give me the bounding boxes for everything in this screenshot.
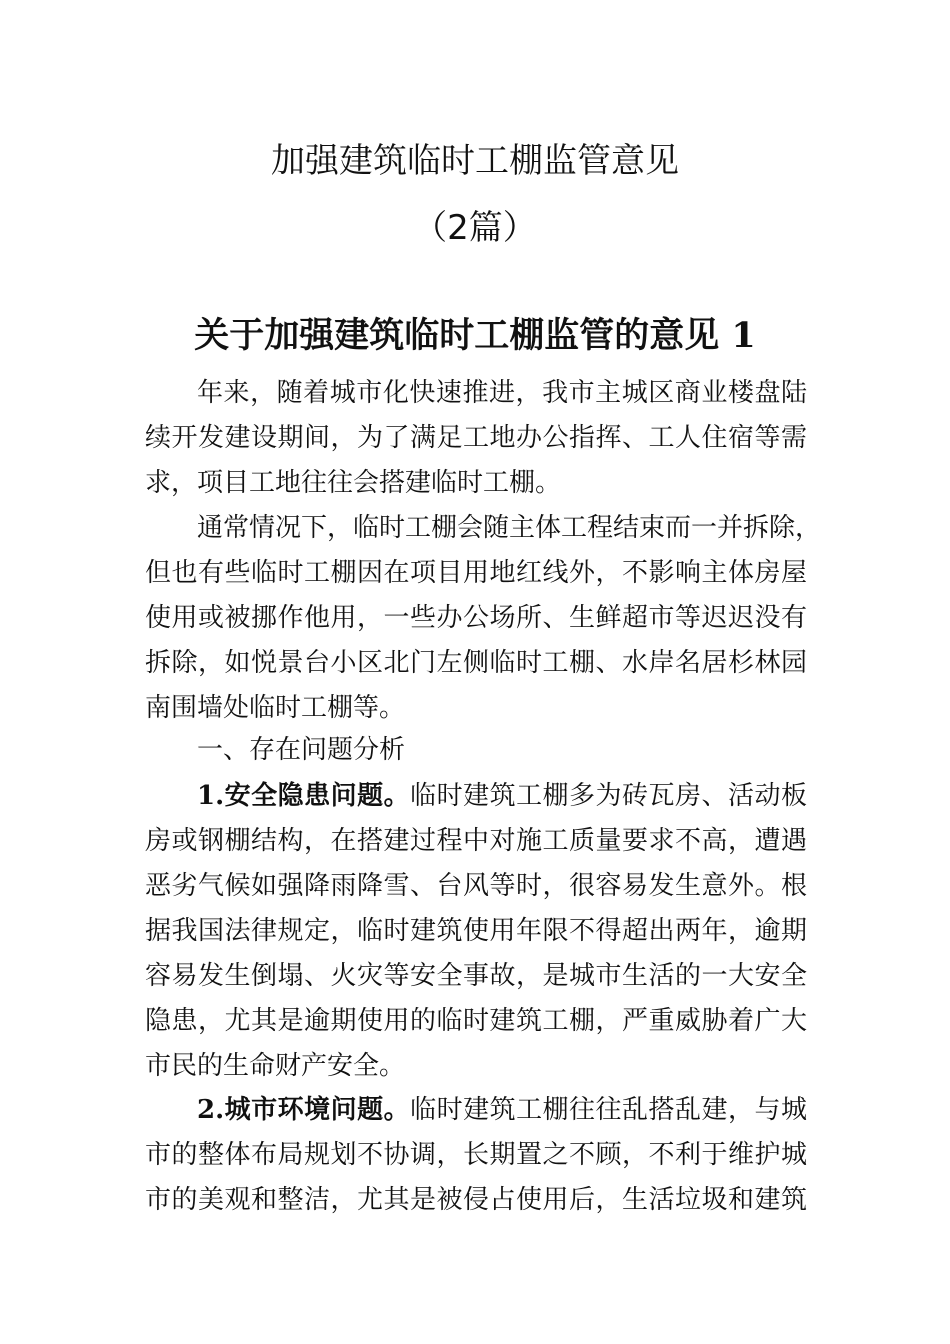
- text-line: 恶劣气候如强降雨降雪、台风等时，很容易发生意外。根: [145, 871, 807, 901]
- item-lead: 1.安全隐患问题。: [197, 781, 411, 811]
- text-line: [145, 1088, 807, 1133]
- text-line: 隐患，尤其是逾期使用的临时建筑工棚，严重威胁着广大: [145, 1006, 807, 1036]
- document-subtitle: （2篇）: [413, 208, 537, 248]
- text-line: 拆除，如悦景台小区北门左侧临时工棚、水岸名居杉林园: [145, 648, 807, 678]
- section-heading-block: [145, 728, 807, 773]
- text-line: 市的美观和整洁，尤其是被侵占使用后，生活垃圾和建筑: [145, 1185, 807, 1215]
- text-line: 市的整体布局规划不协调，长期置之不顾，不利于维护城: [145, 1140, 807, 1170]
- text-line: 续开发建设期间，为了满足工地办公指挥、工人住宿等需: [145, 423, 807, 453]
- text-line: 据我国法律规定，临时建筑使用年限不得超出两年，逾期: [145, 916, 807, 946]
- section-heading: 一、存在问题分析: [197, 735, 406, 765]
- document-title: 加强建筑临时工棚监管意见: [271, 141, 679, 181]
- text-line: 但也有些临时工棚因在项目用地红线外，不影响主体房屋: [145, 558, 807, 588]
- text-line: 南围墙处临时工棚等。: [145, 693, 406, 723]
- text-line: [145, 774, 807, 819]
- text-line: 年来，随着城市化快速推进，我市主城区商业楼盘陆: [197, 378, 807, 408]
- text-line: 市民的生命财产安全。: [145, 1051, 406, 1081]
- item-safety: [145, 774, 807, 1089]
- item-lead: 2.城市环境问题。: [197, 1095, 411, 1125]
- text-line: 容易发生倒塌、火灾等安全事故，是城市生活的一大安全: [145, 961, 807, 991]
- text-line: 使用或被挪作他用，一些办公场所、生鲜超市等迟迟没有: [145, 603, 807, 633]
- paragraph-situation: [145, 506, 822, 731]
- text-line: 通常情况下，临时工棚会随主体工程结束而一并拆除，: [197, 513, 822, 543]
- text-line: 求，项目工地往往会搭建临时工棚。: [145, 468, 562, 498]
- item-environment: [145, 1088, 807, 1223]
- item-text: 临时建筑工棚往往乱搭乱建，与城: [410, 1095, 807, 1125]
- text-line: 房或钢棚结构，在搭建过程中对施工质量要求不高，遭遇: [145, 826, 807, 856]
- article-heading: 关于加强建筑临时工棚监管的意见 1: [194, 315, 756, 356]
- item-text: 临时建筑工棚多为砖瓦房、活动板: [410, 781, 807, 811]
- paragraph-intro: [145, 371, 807, 506]
